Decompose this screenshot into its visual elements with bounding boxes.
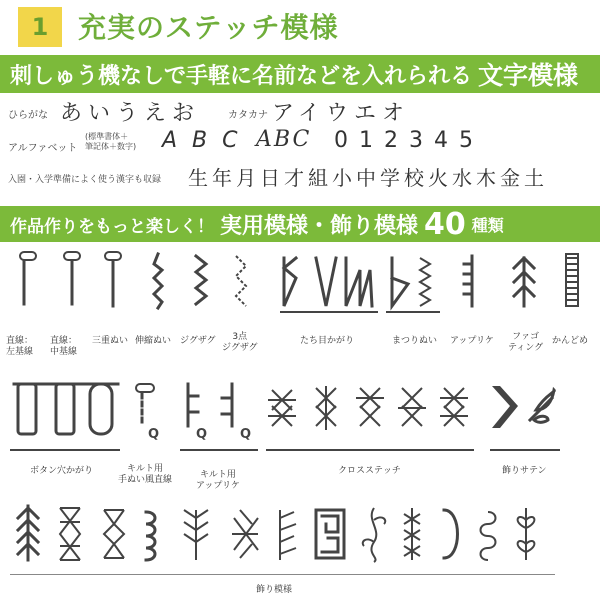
- deco-fishbone-icon: [232, 510, 258, 558]
- bartack-stitch-icon: [566, 254, 578, 306]
- kanji-sample: 生年月日才組小中学校火水木金土: [188, 166, 548, 190]
- straight-middle-stitch-icon: [64, 252, 80, 306]
- deco-leaf-branch-icon: [184, 510, 208, 560]
- deco-heart-stitch-icon: [518, 508, 535, 560]
- alphabet-script: ABC: [256, 127, 312, 152]
- deco-tree-stitch-icon: [280, 510, 296, 560]
- blind-stitch-1-icon: [392, 258, 408, 306]
- cross-stitch-icons: [268, 386, 468, 430]
- decorative-underline: [10, 574, 555, 575]
- katakana-sample: アイウエオ: [272, 101, 411, 126]
- deco-diamond-stitch-icon: [60, 508, 80, 560]
- buttonhole-stitch-icon: [14, 384, 118, 434]
- caption-blind: まつりぬい: [392, 336, 438, 346]
- caption-quilt-applique: キルト用 アップリケ: [196, 470, 240, 491]
- deco-arrow-stitch-icon: [18, 506, 38, 560]
- overcast-stitch-3-icon: [346, 258, 372, 306]
- fagoting-stitch-icon: [514, 258, 534, 306]
- applique-stitch-icon: [464, 256, 472, 306]
- alphabet-label: アルファベット: [8, 143, 78, 154]
- caption-straight-left: 直線： 左基線: [6, 336, 34, 357]
- hiragana-sample: あいうえお: [60, 101, 201, 126]
- deco-curl-stitch-icon: [481, 512, 496, 560]
- satin-arrow-icon: [492, 386, 518, 428]
- caption-quilt-hand: キルト用 手ぬい風直線: [118, 464, 173, 485]
- stretch-stitch-icon: [154, 254, 162, 308]
- banner2-emphasis-text: 実用模様・飾り模様: [220, 213, 419, 239]
- quilt-hand-stitch-icon: [136, 384, 159, 442]
- quilt-applique-stitch-icon: [188, 384, 251, 442]
- zigzag-stitch-icon: [196, 256, 206, 304]
- pattern-count: 40: [424, 206, 466, 242]
- kanji-label: 入園・入学準備によく使う漢字も収録: [8, 175, 162, 185]
- hiragana-label: ひらがな: [8, 110, 48, 121]
- pattern-count-unit: 種類: [471, 215, 504, 235]
- overcast-stitch-1-icon: [284, 258, 296, 306]
- overcast-stitch-2-icon: [316, 258, 336, 306]
- blind-stitch-2-icon: [420, 258, 430, 306]
- caption-straight-middle: 直線： 中基線: [50, 336, 78, 357]
- practical-patterns-banner: [0, 206, 600, 242]
- alphabet-note: (標準書体＋ 筆記体＋数字): [85, 132, 137, 151]
- triple-stitch-icon: [105, 252, 121, 306]
- caption-buttonhole: ボタン穴かがり: [30, 466, 94, 476]
- section-number-badge: 1: [18, 7, 62, 47]
- caption-zigzag: ジグザグ: [180, 336, 216, 346]
- caption-overcast: たち目かがり: [300, 336, 355, 346]
- row2-stitch-icons: [0, 376, 600, 456]
- caption-cross: クロスステッチ: [338, 466, 401, 476]
- caption-triple: 三重ぬい: [92, 336, 129, 346]
- deco-scallop-icon: [444, 510, 458, 558]
- caption-three-point-zigzag: 3点 ジグザグ: [222, 332, 258, 353]
- decorative-stitch-icons: [0, 500, 600, 570]
- practical-stitch-icons: [0, 244, 600, 334]
- quilt-app-q-mark-2: Q: [240, 427, 252, 442]
- character-patterns-banner: [0, 55, 600, 93]
- caption-applique: アップリケ: [450, 336, 494, 346]
- caption-decorative: 飾り模様: [256, 585, 293, 595]
- straight-left-stitch-icon: [20, 252, 36, 306]
- deco-hourglass-stitch-icon: [104, 510, 124, 558]
- caption-satin: 飾りサテン: [502, 466, 547, 476]
- banner2-lead-text: 作品作りをもっと楽しく！: [10, 216, 214, 237]
- satin-leaf-icon: [530, 390, 554, 422]
- deco-vine-stitch-icon: [363, 508, 386, 562]
- deco-star-stitch-icon: [404, 508, 420, 560]
- banner-emphasis-text: 文字模様: [478, 61, 579, 90]
- quilt-q-mark: Q: [148, 427, 160, 442]
- banner-lead-text: 刺しゅう機なしで手軽に名前などを入れられる: [10, 63, 473, 89]
- page-title: 充実のステッチ模様: [78, 11, 339, 44]
- quilt-app-q-mark-1: Q: [196, 427, 208, 442]
- alphabet-standard: A B C: [162, 128, 242, 153]
- caption-stretch: 伸縮ぬい: [135, 336, 172, 346]
- three-point-zigzag-icon: [236, 256, 246, 306]
- katakana-label: カタカナ: [228, 110, 268, 121]
- digits-sample: 0 1 2 3 4 5: [334, 128, 475, 153]
- deco-wave-stitch-icon: [146, 512, 155, 560]
- caption-fagoting: ファゴ ティング: [508, 332, 544, 353]
- caption-bartack: かんどめ: [552, 336, 589, 346]
